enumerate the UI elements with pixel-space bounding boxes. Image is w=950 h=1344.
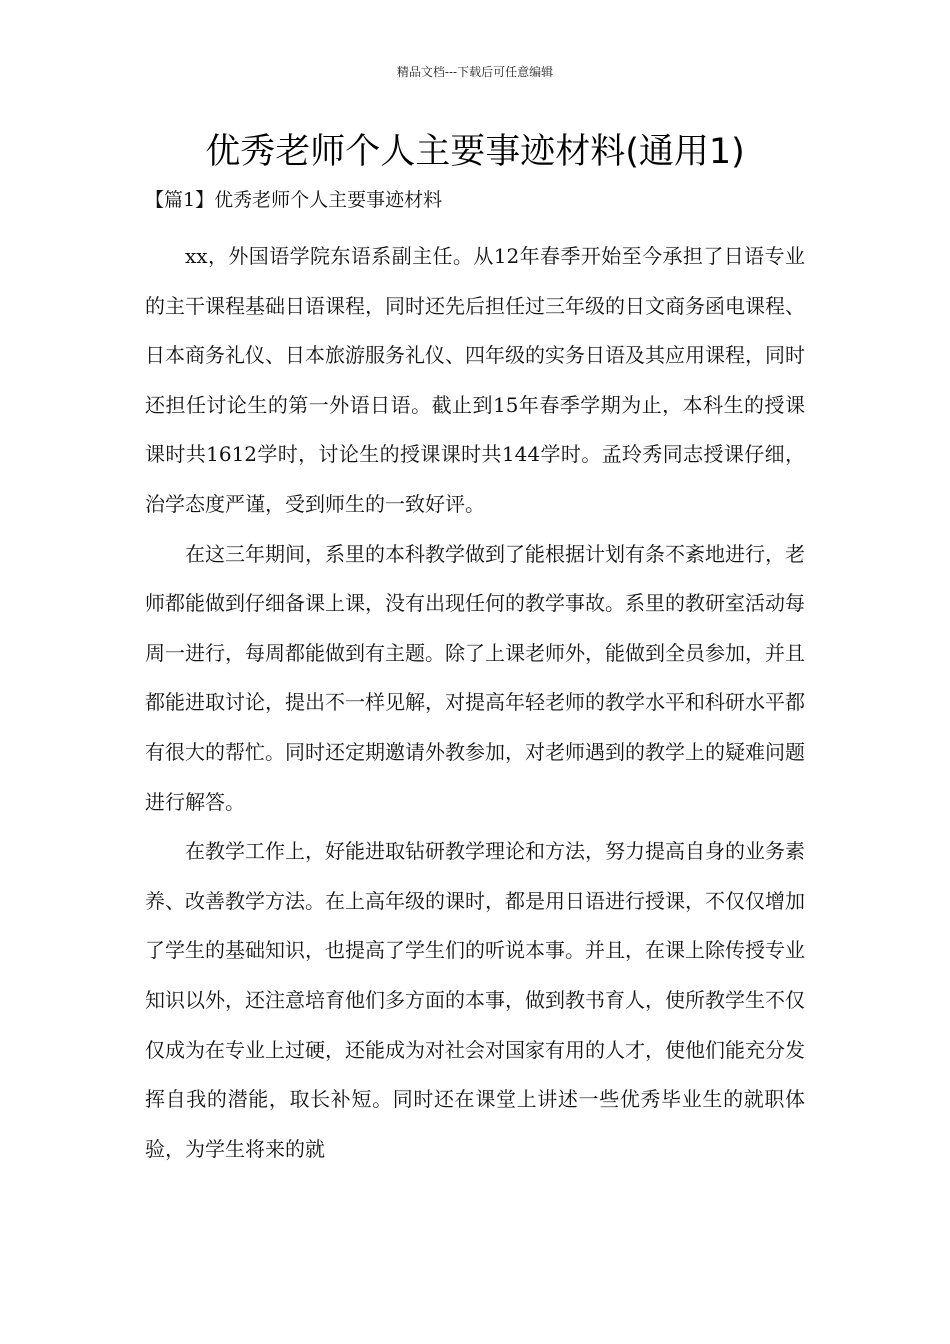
section-heading: 【篇1】优秀老师个人主要事迹材料 <box>145 189 443 211</box>
document-title: 优秀老师个人主要事迹材料(通用1) <box>205 132 745 172</box>
paragraph-3: 在教学工作上，好能进取钻研教学理论和方法，努力提高自身的业务素养、改善教学方法。在上高年级的课时，都是用日语进行授课，不仅仅增加了学生的基础知识，也提高了学生们的听说本事。并且，在课上除传授专业知识以外，还注意培育他们多方面的本事，做到教书育人，使所教学生不仅仅成为在专业上过硬，还能成为对社会对国家有用的人才，使他们能充分发挥自我的潜能，取长补短。同时还在课堂上讲述一些优秀毕业生的就职体验，为学生将来的就 <box>145 839 805 1161</box>
paragraph-2: 在这三年期间，系里的本科教学做到了能根据计划有条不紊地进行，老师都能做到仔细备课上课，没有出现任何的教学事故。系里的教研室活动每周一进行，每周都能做到有主题。除了上课老师外，能做到全员参加，并且都能进取讨论，提出不一样见解，对提高年轻老师的教学水平和科研水平都有很大的帮忙。同时还定期邀请外教参加，对老师遇到的教学上的疑难问题进行解答。 <box>145 541 805 814</box>
header-note: 精品文档---下载后可任意编辑 <box>396 65 554 79</box>
paragraph-1: xx，外国语学院东语系副主任。从12年春季开始至今承担了日语专业的主干课程基础日语课程，同时还先后担任过三年级的日文商务函电课程、日本商务礼仪、日本旅游服务礼仪、四年级的实务日语及其应用课程，同时还担任讨论生的第一外语日语。截止到15年春季学期为止，本科生的授课课时共1612学时，讨论生的授课课时共144学时。孟玲秀同志授课仔细，治学态度严谨，受到师生的一致好评。 <box>145 244 805 516</box>
body-text <box>145 232 805 1174</box>
